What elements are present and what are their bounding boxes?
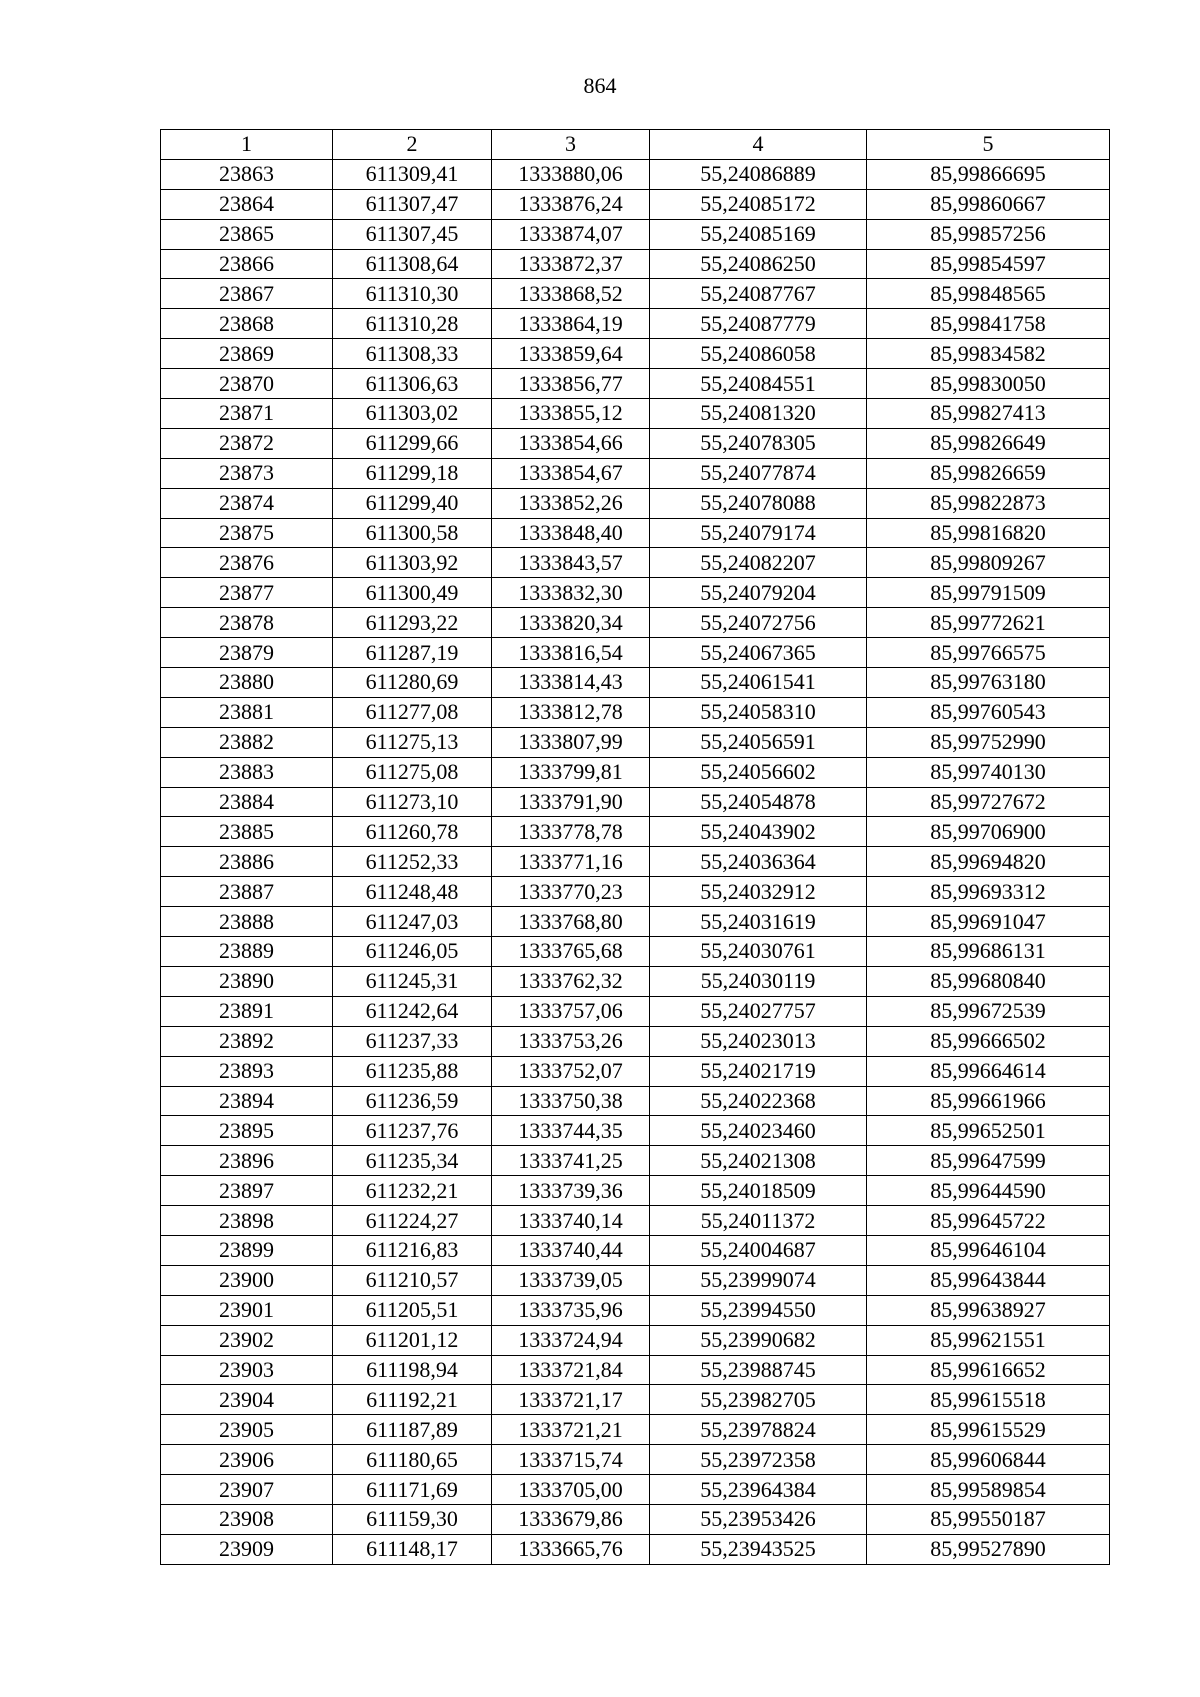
longitude-cell: 85,99661966	[867, 1086, 1110, 1116]
table-row	[161, 428, 1110, 458]
latitude-cell: 55,24018509	[650, 1176, 867, 1206]
latitude-cell: 55,24021719	[650, 1056, 867, 1086]
point-number-cell: 23904	[161, 1385, 333, 1415]
point-number-cell: 23886	[161, 847, 333, 877]
table-row	[161, 1026, 1110, 1056]
latitude-cell: 55,24023460	[650, 1116, 867, 1146]
longitude-cell: 85,99740130	[867, 757, 1110, 787]
longitude-cell: 85,99616652	[867, 1355, 1110, 1385]
longitude-cell: 85,99816820	[867, 518, 1110, 548]
point-number-cell: 23909	[161, 1534, 333, 1564]
table-row	[161, 727, 1110, 757]
x-coordinate-cell: 611307,47	[333, 189, 492, 219]
longitude-cell: 85,99857256	[867, 219, 1110, 249]
latitude-cell: 55,24054878	[650, 787, 867, 817]
x-coordinate-cell: 611242,64	[333, 996, 492, 1026]
latitude-cell: 55,24058310	[650, 697, 867, 727]
x-coordinate-cell: 611237,33	[333, 1026, 492, 1056]
table-row	[161, 1206, 1110, 1236]
table-row	[161, 608, 1110, 638]
point-number-cell: 23881	[161, 697, 333, 727]
y-coordinate-cell: 1333868,52	[492, 279, 650, 309]
table-row	[161, 488, 1110, 518]
latitude-cell: 55,23972358	[650, 1445, 867, 1475]
longitude-cell: 85,99791509	[867, 578, 1110, 608]
y-coordinate-cell: 1333854,67	[492, 458, 650, 488]
x-coordinate-cell: 611310,28	[333, 309, 492, 339]
y-coordinate-cell: 1333872,37	[492, 249, 650, 279]
longitude-cell: 85,99645722	[867, 1206, 1110, 1236]
table-row	[161, 817, 1110, 847]
table-row	[161, 339, 1110, 369]
point-number-cell: 23903	[161, 1355, 333, 1385]
longitude-cell: 85,99643844	[867, 1265, 1110, 1295]
column-header-5: 5	[867, 130, 1110, 160]
latitude-cell: 55,24084551	[650, 369, 867, 399]
longitude-cell: 85,99834582	[867, 339, 1110, 369]
point-number-cell: 23905	[161, 1415, 333, 1445]
x-coordinate-cell: 611303,92	[333, 548, 492, 578]
point-number-cell: 23887	[161, 877, 333, 907]
x-coordinate-cell: 611300,49	[333, 578, 492, 608]
longitude-cell: 85,99772621	[867, 608, 1110, 638]
point-number-cell: 23868	[161, 309, 333, 339]
point-number-cell: 23899	[161, 1235, 333, 1265]
latitude-cell: 55,24087779	[650, 309, 867, 339]
point-number-cell: 23870	[161, 369, 333, 399]
point-number-cell: 23889	[161, 937, 333, 967]
y-coordinate-cell: 1333739,05	[492, 1265, 650, 1295]
point-number-cell: 23894	[161, 1086, 333, 1116]
y-coordinate-cell: 1333750,38	[492, 1086, 650, 1116]
point-number-cell: 23875	[161, 518, 333, 548]
x-coordinate-cell: 611245,31	[333, 966, 492, 996]
longitude-cell: 85,99680840	[867, 966, 1110, 996]
longitude-cell: 85,99841758	[867, 309, 1110, 339]
longitude-cell: 85,99826659	[867, 458, 1110, 488]
x-coordinate-cell: 611299,66	[333, 428, 492, 458]
latitude-cell: 55,24085172	[650, 189, 867, 219]
y-coordinate-cell: 1333791,90	[492, 787, 650, 817]
longitude-cell: 85,99686131	[867, 937, 1110, 967]
latitude-cell: 55,24043902	[650, 817, 867, 847]
longitude-cell: 85,99694820	[867, 847, 1110, 877]
column-header-4: 4	[650, 130, 867, 160]
table-row	[161, 757, 1110, 787]
page-number: 864	[583, 73, 617, 98]
x-coordinate-cell: 611310,30	[333, 279, 492, 309]
x-coordinate-cell: 611306,63	[333, 369, 492, 399]
table-row	[161, 369, 1110, 399]
longitude-cell: 85,99763180	[867, 668, 1110, 698]
x-coordinate-cell: 611235,34	[333, 1146, 492, 1176]
longitude-cell: 85,99830050	[867, 369, 1110, 399]
latitude-cell: 55,24087767	[650, 279, 867, 309]
table-row	[161, 996, 1110, 1026]
x-coordinate-cell: 611148,17	[333, 1534, 492, 1564]
longitude-cell: 85,99860667	[867, 189, 1110, 219]
longitude-cell: 85,99706900	[867, 817, 1110, 847]
latitude-cell: 55,24031619	[650, 907, 867, 937]
point-number-cell: 23865	[161, 219, 333, 249]
longitude-cell: 85,99752990	[867, 727, 1110, 757]
table-row	[161, 1504, 1110, 1534]
table-body	[161, 159, 1110, 1564]
coordinates-table	[160, 129, 1110, 1565]
longitude-cell: 85,99693312	[867, 877, 1110, 907]
x-coordinate-cell: 611205,51	[333, 1295, 492, 1325]
x-coordinate-cell: 611237,76	[333, 1116, 492, 1146]
y-coordinate-cell: 1333679,86	[492, 1504, 650, 1534]
y-coordinate-cell: 1333744,35	[492, 1116, 650, 1146]
point-number-cell: 23892	[161, 1026, 333, 1056]
point-number-cell: 23883	[161, 757, 333, 787]
x-coordinate-cell: 611246,05	[333, 937, 492, 967]
x-coordinate-cell: 611287,19	[333, 638, 492, 668]
latitude-cell: 55,24004687	[650, 1235, 867, 1265]
y-coordinate-cell: 1333855,12	[492, 399, 650, 429]
x-coordinate-cell: 611159,30	[333, 1504, 492, 1534]
table-row	[161, 907, 1110, 937]
x-coordinate-cell: 611299,18	[333, 458, 492, 488]
point-number-cell: 23866	[161, 249, 333, 279]
latitude-cell: 55,23990682	[650, 1325, 867, 1355]
point-number-cell: 23908	[161, 1504, 333, 1534]
table-row	[161, 1415, 1110, 1445]
longitude-cell: 85,99646104	[867, 1235, 1110, 1265]
x-coordinate-cell: 611236,59	[333, 1086, 492, 1116]
latitude-cell: 55,24079204	[650, 578, 867, 608]
latitude-cell: 55,24056591	[650, 727, 867, 757]
x-coordinate-cell: 611260,78	[333, 817, 492, 847]
y-coordinate-cell: 1333856,77	[492, 369, 650, 399]
longitude-cell: 85,99615518	[867, 1385, 1110, 1415]
latitude-cell: 55,24078088	[650, 488, 867, 518]
y-coordinate-cell: 1333739,36	[492, 1176, 650, 1206]
point-number-cell: 23902	[161, 1325, 333, 1355]
longitude-cell: 85,99727672	[867, 787, 1110, 817]
table-row	[161, 937, 1110, 967]
longitude-cell: 85,99666502	[867, 1026, 1110, 1056]
latitude-cell: 55,24056602	[650, 757, 867, 787]
latitude-cell: 55,24030119	[650, 966, 867, 996]
longitude-cell: 85,99664614	[867, 1056, 1110, 1086]
point-number-cell: 23900	[161, 1265, 333, 1295]
table-row	[161, 309, 1110, 339]
y-coordinate-cell: 1333741,25	[492, 1146, 650, 1176]
y-coordinate-cell: 1333876,24	[492, 189, 650, 219]
point-number-cell: 23869	[161, 339, 333, 369]
y-coordinate-cell: 1333814,43	[492, 668, 650, 698]
point-number-cell: 23876	[161, 548, 333, 578]
y-coordinate-cell: 1333852,26	[492, 488, 650, 518]
y-coordinate-cell: 1333765,68	[492, 937, 650, 967]
longitude-cell: 85,99822873	[867, 488, 1110, 518]
longitude-cell: 85,99866695	[867, 159, 1110, 189]
table-row	[161, 1235, 1110, 1265]
latitude-cell: 55,23943525	[650, 1534, 867, 1564]
y-coordinate-cell: 1333816,54	[492, 638, 650, 668]
table-row	[161, 668, 1110, 698]
x-coordinate-cell: 611201,12	[333, 1325, 492, 1355]
header-row	[161, 130, 1110, 160]
longitude-cell: 85,99621551	[867, 1325, 1110, 1355]
point-number-cell: 23891	[161, 996, 333, 1026]
table-row	[161, 638, 1110, 668]
x-coordinate-cell: 611171,69	[333, 1475, 492, 1505]
latitude-cell: 55,24067365	[650, 638, 867, 668]
y-coordinate-cell: 1333721,21	[492, 1415, 650, 1445]
point-number-cell: 23896	[161, 1146, 333, 1176]
table-row	[161, 1265, 1110, 1295]
longitude-cell: 85,99809267	[867, 548, 1110, 578]
table-row	[161, 399, 1110, 429]
latitude-cell: 55,24022368	[650, 1086, 867, 1116]
column-header-3: 3	[492, 130, 650, 160]
y-coordinate-cell: 1333735,96	[492, 1295, 650, 1325]
latitude-cell: 55,24023013	[650, 1026, 867, 1056]
y-coordinate-cell: 1333757,06	[492, 996, 650, 1026]
latitude-cell: 55,24021308	[650, 1146, 867, 1176]
x-coordinate-cell: 611303,02	[333, 399, 492, 429]
longitude-cell: 85,99827413	[867, 399, 1110, 429]
x-coordinate-cell: 611280,69	[333, 668, 492, 698]
table-row	[161, 1056, 1110, 1086]
table-row	[161, 1355, 1110, 1385]
point-number-cell: 23879	[161, 638, 333, 668]
y-coordinate-cell: 1333832,30	[492, 578, 650, 608]
x-coordinate-cell: 611299,40	[333, 488, 492, 518]
table-row	[161, 1475, 1110, 1505]
latitude-cell: 55,24086250	[650, 249, 867, 279]
latitude-cell: 55,24082207	[650, 548, 867, 578]
latitude-cell: 55,24027757	[650, 996, 867, 1026]
point-number-cell: 23901	[161, 1295, 333, 1325]
y-coordinate-cell: 1333864,19	[492, 309, 650, 339]
latitude-cell: 55,24079174	[650, 518, 867, 548]
y-coordinate-cell: 1333843,57	[492, 548, 650, 578]
table-row	[161, 578, 1110, 608]
y-coordinate-cell: 1333854,66	[492, 428, 650, 458]
y-coordinate-cell: 1333778,78	[492, 817, 650, 847]
x-coordinate-cell: 611309,41	[333, 159, 492, 189]
y-coordinate-cell: 1333848,40	[492, 518, 650, 548]
table-row	[161, 249, 1110, 279]
table-row	[161, 518, 1110, 548]
table-header	[161, 130, 1110, 160]
x-coordinate-cell: 611308,64	[333, 249, 492, 279]
y-coordinate-cell: 1333771,16	[492, 847, 650, 877]
x-coordinate-cell: 611273,10	[333, 787, 492, 817]
y-coordinate-cell: 1333799,81	[492, 757, 650, 787]
latitude-cell: 55,23994550	[650, 1295, 867, 1325]
point-number-cell: 23863	[161, 159, 333, 189]
y-coordinate-cell: 1333721,84	[492, 1355, 650, 1385]
y-coordinate-cell: 1333705,00	[492, 1475, 650, 1505]
latitude-cell: 55,23982705	[650, 1385, 867, 1415]
point-number-cell: 23867	[161, 279, 333, 309]
longitude-cell: 85,99826649	[867, 428, 1110, 458]
table-row	[161, 548, 1110, 578]
latitude-cell: 55,24085169	[650, 219, 867, 249]
table-row	[161, 159, 1110, 189]
longitude-cell: 85,99527890	[867, 1534, 1110, 1564]
column-header-2: 2	[333, 130, 492, 160]
longitude-cell: 85,99760543	[867, 697, 1110, 727]
y-coordinate-cell: 1333770,23	[492, 877, 650, 907]
longitude-cell: 85,99638927	[867, 1295, 1110, 1325]
point-number-cell: 23906	[161, 1445, 333, 1475]
x-coordinate-cell: 611198,94	[333, 1355, 492, 1385]
longitude-cell: 85,99615529	[867, 1415, 1110, 1445]
point-number-cell: 23872	[161, 428, 333, 458]
x-coordinate-cell: 611275,08	[333, 757, 492, 787]
y-coordinate-cell: 1333721,17	[492, 1385, 650, 1415]
x-coordinate-cell: 611308,33	[333, 339, 492, 369]
longitude-cell: 85,99550187	[867, 1504, 1110, 1534]
y-coordinate-cell: 1333715,74	[492, 1445, 650, 1475]
x-coordinate-cell: 611235,88	[333, 1056, 492, 1086]
table-row	[161, 1385, 1110, 1415]
table-row	[161, 1176, 1110, 1206]
table-row	[161, 1295, 1110, 1325]
y-coordinate-cell: 1333812,78	[492, 697, 650, 727]
y-coordinate-cell: 1333874,07	[492, 219, 650, 249]
latitude-cell: 55,23978824	[650, 1415, 867, 1445]
point-number-cell: 23882	[161, 727, 333, 757]
y-coordinate-cell: 1333768,80	[492, 907, 650, 937]
latitude-cell: 55,24030761	[650, 937, 867, 967]
table-row	[161, 1116, 1110, 1146]
longitude-cell: 85,99691047	[867, 907, 1110, 937]
latitude-cell: 55,24032912	[650, 877, 867, 907]
y-coordinate-cell: 1333665,76	[492, 1534, 650, 1564]
longitude-cell: 85,99644590	[867, 1176, 1110, 1206]
x-coordinate-cell: 611275,13	[333, 727, 492, 757]
latitude-cell: 55,24078305	[650, 428, 867, 458]
latitude-cell: 55,24011372	[650, 1206, 867, 1236]
x-coordinate-cell: 611210,57	[333, 1265, 492, 1295]
latitude-cell: 55,24072756	[650, 608, 867, 638]
table-row	[161, 219, 1110, 249]
latitude-cell: 55,23999074	[650, 1265, 867, 1295]
x-coordinate-cell: 611307,45	[333, 219, 492, 249]
x-coordinate-cell: 611293,22	[333, 608, 492, 638]
longitude-cell: 85,99606844	[867, 1445, 1110, 1475]
y-coordinate-cell: 1333752,07	[492, 1056, 650, 1086]
latitude-cell: 55,24061541	[650, 668, 867, 698]
longitude-cell: 85,99766575	[867, 638, 1110, 668]
column-header-1: 1	[161, 130, 333, 160]
y-coordinate-cell: 1333859,64	[492, 339, 650, 369]
longitude-cell: 85,99589854	[867, 1475, 1110, 1505]
table-row	[161, 1325, 1110, 1355]
x-coordinate-cell: 611277,08	[333, 697, 492, 727]
y-coordinate-cell: 1333740,44	[492, 1235, 650, 1265]
point-number-cell: 23873	[161, 458, 333, 488]
table-row	[161, 847, 1110, 877]
table-row	[161, 1146, 1110, 1176]
table-row	[161, 877, 1110, 907]
table-row	[161, 189, 1110, 219]
latitude-cell: 55,24081320	[650, 399, 867, 429]
table-row	[161, 458, 1110, 488]
y-coordinate-cell: 1333762,32	[492, 966, 650, 996]
point-number-cell: 23907	[161, 1475, 333, 1505]
point-number-cell: 23871	[161, 399, 333, 429]
latitude-cell: 55,24086889	[650, 159, 867, 189]
y-coordinate-cell: 1333807,99	[492, 727, 650, 757]
table-row	[161, 966, 1110, 996]
x-coordinate-cell: 611224,27	[333, 1206, 492, 1236]
x-coordinate-cell: 611252,33	[333, 847, 492, 877]
longitude-cell: 85,99848565	[867, 279, 1110, 309]
y-coordinate-cell: 1333753,26	[492, 1026, 650, 1056]
latitude-cell: 55,23964384	[650, 1475, 867, 1505]
y-coordinate-cell: 1333740,14	[492, 1206, 650, 1236]
point-number-cell: 23877	[161, 578, 333, 608]
table-row	[161, 279, 1110, 309]
latitude-cell: 55,23988745	[650, 1355, 867, 1385]
longitude-cell: 85,99647599	[867, 1146, 1110, 1176]
latitude-cell: 55,24086058	[650, 339, 867, 369]
x-coordinate-cell: 611300,58	[333, 518, 492, 548]
latitude-cell: 55,24036364	[650, 847, 867, 877]
point-number-cell: 23888	[161, 907, 333, 937]
point-number-cell: 23878	[161, 608, 333, 638]
longitude-cell: 85,99672539	[867, 996, 1110, 1026]
latitude-cell: 55,23953426	[650, 1504, 867, 1534]
x-coordinate-cell: 611192,21	[333, 1385, 492, 1415]
x-coordinate-cell: 611248,48	[333, 877, 492, 907]
x-coordinate-cell: 611232,21	[333, 1176, 492, 1206]
y-coordinate-cell: 1333820,34	[492, 608, 650, 638]
point-number-cell: 23874	[161, 488, 333, 518]
x-coordinate-cell: 611180,65	[333, 1445, 492, 1475]
longitude-cell: 85,99854597	[867, 249, 1110, 279]
longitude-cell: 85,99652501	[867, 1116, 1110, 1146]
table-row	[161, 787, 1110, 817]
point-number-cell: 23898	[161, 1206, 333, 1236]
x-coordinate-cell: 611187,89	[333, 1415, 492, 1445]
y-coordinate-cell: 1333724,94	[492, 1325, 650, 1355]
point-number-cell: 23897	[161, 1176, 333, 1206]
x-coordinate-cell: 611216,83	[333, 1235, 492, 1265]
latitude-cell: 55,24077874	[650, 458, 867, 488]
table-row	[161, 697, 1110, 727]
point-number-cell: 23895	[161, 1116, 333, 1146]
y-coordinate-cell: 1333880,06	[492, 159, 650, 189]
x-coordinate-cell: 611247,03	[333, 907, 492, 937]
point-number-cell: 23890	[161, 966, 333, 996]
point-number-cell: 23893	[161, 1056, 333, 1086]
table-row	[161, 1086, 1110, 1116]
point-number-cell: 23885	[161, 817, 333, 847]
point-number-cell: 23880	[161, 668, 333, 698]
table-row	[161, 1534, 1110, 1564]
table-row	[161, 1445, 1110, 1475]
point-number-cell: 23864	[161, 189, 333, 219]
point-number-cell: 23884	[161, 787, 333, 817]
